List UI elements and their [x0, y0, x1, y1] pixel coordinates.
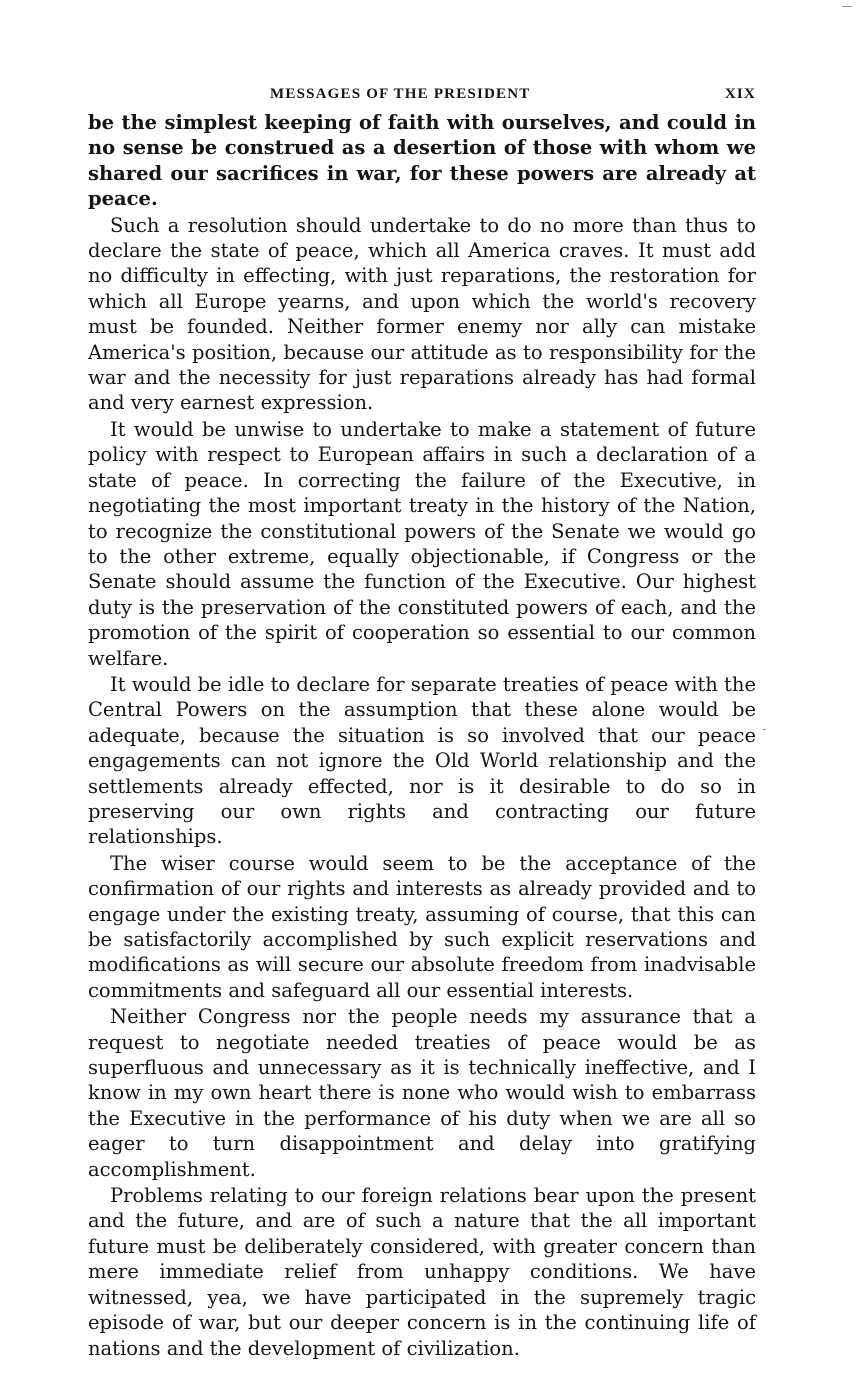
paragraph: Neither Congress nor the people needs my assurance that a request to negotiate needed treaties of peace would be as superfluous and unnecessary as it is technically ineffective, and I know in my own heart there is none who would wish to embarrass the Executive in the performance of his duty when we are all so eager to turn disappointment and delay into gratifying accomplishment.	[88, 1005, 756, 1181]
paragraph: Problems relating to our foreign relations bear upon the present and the future, and are of such a nature that the all important future must be deliberately considered, with greater concern than mere immediate relief from unhappy conditions. We have witnessed, yea, we have participated in the supremely tragic episode of war, but our deeper concern is in the continuing life of nations and the development of civilization.	[88, 1184, 756, 1360]
page-body	[88, 80, 756, 1361]
margin-speck	[763, 729, 766, 730]
main-text	[88, 110, 756, 1361]
paragraph-continued: be the simplest keeping of faith with ourselves, and could in no sense be construed as a desertion of those with whom we shared our sacrifices in war, for these powers are already at peace.	[88, 111, 756, 211]
page-edge-mark	[842, 6, 852, 7]
paragraph: The wiser course would seem to be the acceptance of the confirmation of our rights and interests as already provided and to engage under the existing treaty, assuming of course, that this can be satisfactorily accomplished by such explicit reservations and modifications as will secure our absolute freedom from inadvisable commitments and safeguard all our essential interests.	[88, 851, 756, 1002]
running-head	[88, 80, 756, 110]
running-title: MESSAGES OF THE PRESIDENT	[270, 86, 531, 102]
paragraph: Such a resolution should undertake to do no more than thus to declare the state of peace, which all America craves. It must add no difficulty in effecting, with just reparations, the restoration for which all Europe yearns, and upon which the world's recovery must be founded. Neither former enemy nor ally can mistake America's position, because our attitude as to responsibility for the war and the necessity for just reparations already has had formal and very earnest expression.	[88, 213, 756, 415]
page-number: XIX	[724, 86, 756, 102]
paragraph: It would be unwise to undertake to make a statement of future policy with respect to European affairs in such a declaration of a state of peace. In correcting the failure of the Executive, in negotiating the most important treaty in the history of the Nation, to recognize the constitutional powers of the Senate we would go to the other extreme, equally objectionable, if Congress or the Senate should assume the function of the Executive. Our highest duty is the preservation of the constituted powers of each, and the promotion of the spirit of cooperation so essential to our common welfare.	[88, 417, 756, 670]
paragraph: It would be idle to declare for separate treaties of peace with the Central Powers on the assumption that these alone would be adequate, because the situation is so involved that our peace engagements can not ignore the Old World relationship and the settlements already effected, nor is it desirable to do so in preserving our own rights and contracting our future relationships.	[88, 672, 756, 849]
